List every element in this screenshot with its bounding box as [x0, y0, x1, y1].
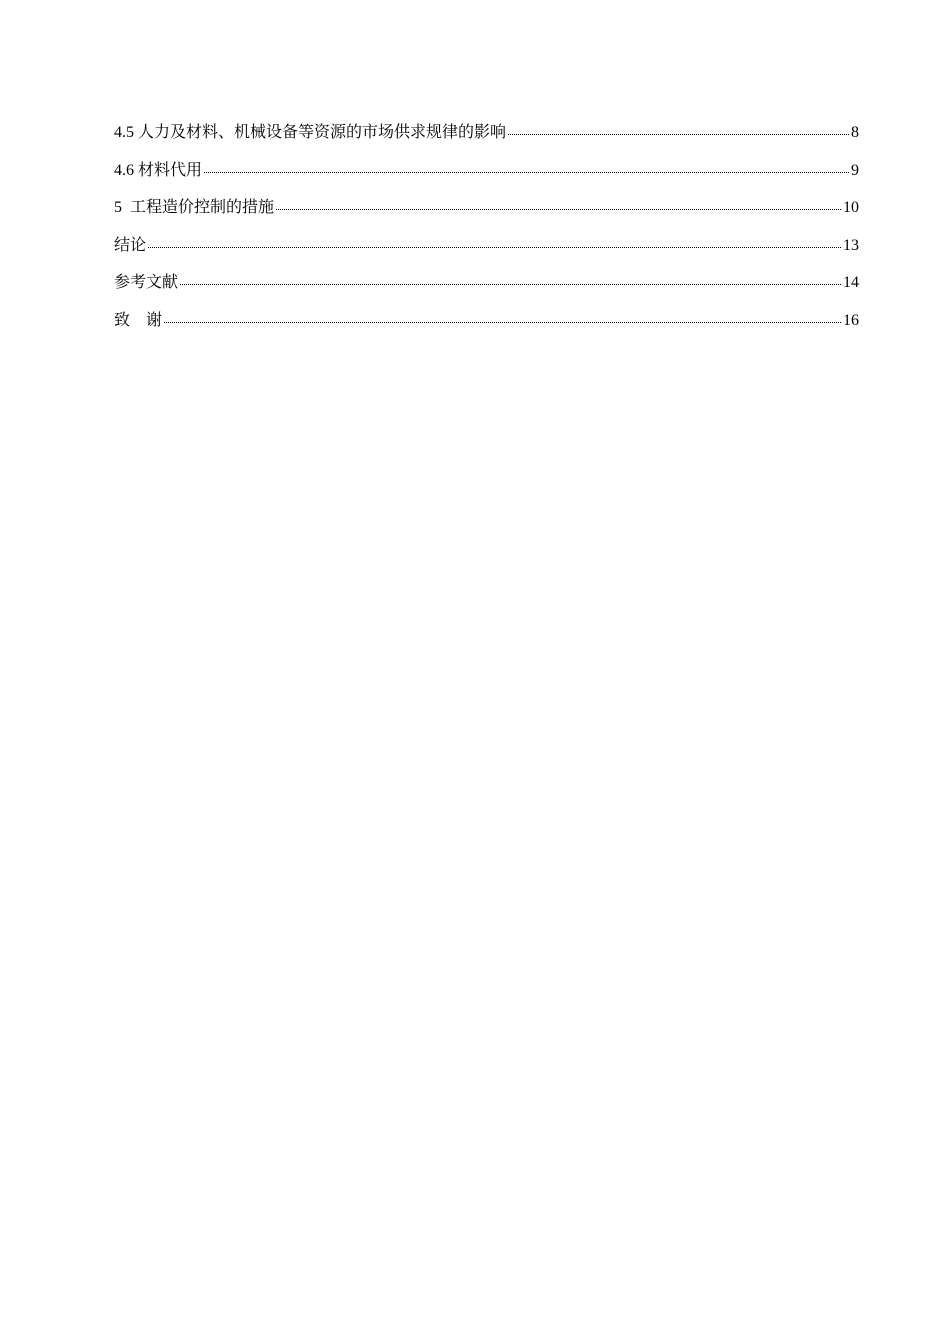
toc-entry-page: 9 [851, 161, 859, 179]
toc-entry[interactable] [114, 307, 859, 345]
toc-entry-page: 13 [843, 236, 859, 254]
toc-entry-label [114, 119, 506, 147]
toc-entry-page: 10 [843, 199, 859, 216]
toc-entry-title: 工程造价控制的措施 [130, 199, 275, 216]
toc-dot-leader [508, 133, 849, 135]
table-of-contents [114, 119, 859, 344]
toc-entry-title: 参考文献 [114, 274, 179, 291]
toc-entry[interactable] [114, 157, 859, 195]
toc-entry-number: 4.5 [114, 124, 134, 141]
toc-entry-number: 4.6 [114, 161, 134, 179]
toc-entry-label [114, 157, 202, 185]
toc-entry-page: 8 [851, 124, 859, 141]
toc-dot-leader [164, 321, 841, 323]
toc-entry[interactable] [114, 119, 859, 157]
toc-entry-title: 结论 [114, 236, 147, 254]
toc-dot-leader [276, 208, 841, 210]
toc-dot-leader [204, 171, 849, 173]
toc-entry[interactable] [114, 194, 859, 232]
toc-entry-page: 14 [843, 274, 859, 291]
toc-dot-leader [148, 246, 841, 248]
toc-entry-page: 16 [843, 311, 859, 329]
toc-entry-title: 材料代用 [138, 161, 203, 179]
toc-entry-number: 5 [114, 199, 122, 216]
toc-entry[interactable] [114, 269, 859, 307]
toc-dot-leader [180, 283, 841, 285]
toc-entry[interactable] [114, 232, 859, 270]
toc-entry-title: 致 谢 [114, 311, 163, 329]
toc-entry-title: 人力及材料、机械设备等资源的市场供求规律的影响 [138, 124, 507, 141]
toc-entry-label [114, 194, 274, 222]
